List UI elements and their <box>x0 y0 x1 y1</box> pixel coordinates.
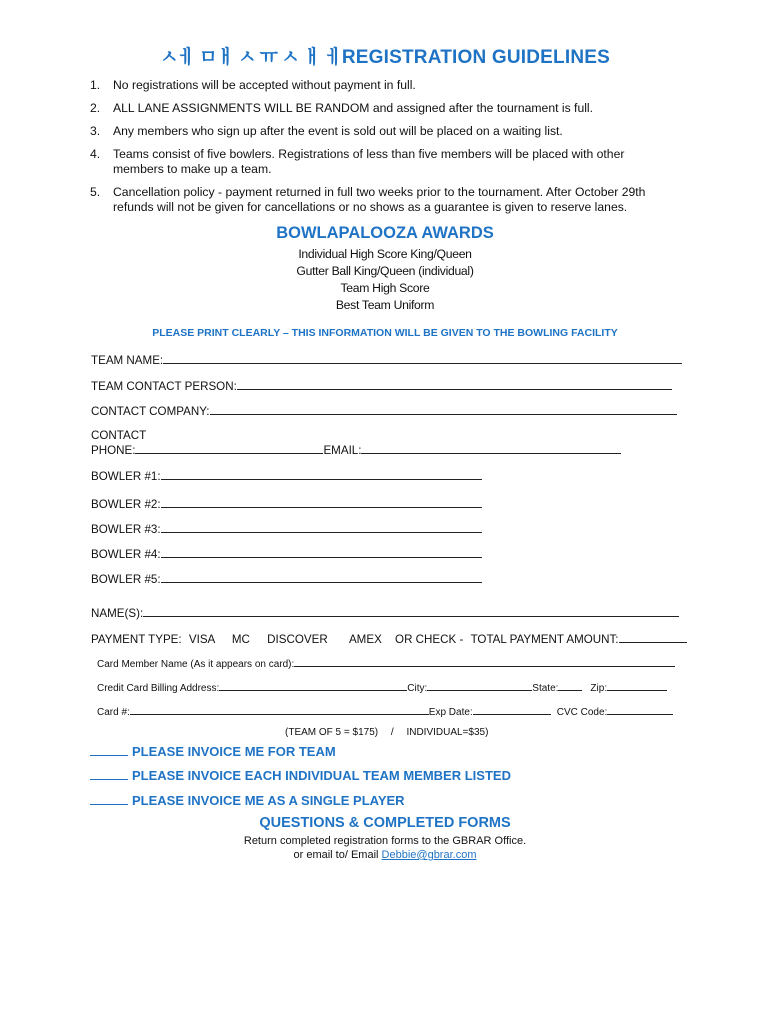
questions-text <box>0 834 770 862</box>
contact-label: CONTACT <box>91 429 147 442</box>
team-contact-row <box>91 378 672 393</box>
email-field[interactable] <box>361 442 621 454</box>
city-label: City: <box>407 683 428 694</box>
bowler-label: BOWLER #4: <box>91 548 161 561</box>
questions-title: QUESTIONS & COMPLETED FORMS <box>259 815 511 831</box>
individual-price: INDIVIDUAL=$35) <box>406 727 489 738</box>
payment-type-label: PAYMENT TYPE: <box>91 633 182 646</box>
phone-email-row <box>91 442 621 457</box>
bowler-label: BOWLER #1: <box>91 470 161 483</box>
contact-label-row <box>91 429 146 442</box>
title-garbled-text: ㅅㅔ ㅁㅐ ㅅ ㅠ ㅅ ㅐ ㅔ <box>159 47 342 68</box>
payment-type-row <box>91 631 687 646</box>
rule-item: 1. No registrations will be accepted without payment in full. <box>90 78 416 92</box>
rule-item: 5. Cancellation policy - payment returned in full two weeks prior to the tournament. After October 29th refunds will not be given for cancellations or no shows as a guarantee is given to reserve lanes. <box>90 185 646 214</box>
bowler-2-field[interactable] <box>161 496 482 508</box>
awards-title: BOWLAPALOOZA AWARDS <box>276 224 494 242</box>
invoice-team-blank[interactable] <box>90 743 128 756</box>
city-field[interactable] <box>427 681 532 691</box>
page-title <box>0 42 770 69</box>
title-text: TRATION GUIDELINES <box>401 47 610 68</box>
team-contact-label: TEAM CONTACT PERSON: <box>91 380 237 393</box>
state-field[interactable] <box>558 681 582 691</box>
print-notice: PLEASE PRINT CLEARLY – THIS INFORMATION WILL BE GIVEN TO THE BOWLING FACILITY <box>152 327 618 339</box>
bowler-row <box>91 571 482 586</box>
invoice-single-label: PLEASE INVOICE ME AS A SINGLE PLAYER <box>132 793 405 808</box>
bowler-label: BOWLER #3: <box>91 523 161 536</box>
names-field[interactable] <box>143 605 679 617</box>
contact-company-field[interactable] <box>210 403 677 415</box>
exp-date-label: Exp Date: <box>428 707 473 718</box>
award-item: Gutter Ball King/Queen (individual) <box>296 264 474 278</box>
cvc-label: CVC Code: <box>556 707 608 718</box>
bowler-label: BOWLER #5: <box>91 573 161 586</box>
award-item: Individual High Score King/Queen <box>298 247 472 261</box>
billing-address-field[interactable] <box>219 681 407 691</box>
team-name-field[interactable] <box>163 352 682 364</box>
mc-option[interactable]: MC <box>231 633 250 646</box>
phone-field[interactable] <box>135 442 323 454</box>
contact-company-row <box>91 403 677 418</box>
pricing-slash: / <box>390 727 394 738</box>
email-link[interactable]: Debbie@gbrar.com <box>381 849 477 861</box>
email-instructions: or email to/ Email Debbie@gbrar.com <box>293 849 477 861</box>
rule-item: 4. Teams consist of five bowlers. Registrations of less than five members will be placed with other members to make up a team. <box>90 147 625 176</box>
bowler-row <box>91 521 482 536</box>
total-amount-field[interactable] <box>619 631 687 643</box>
team-price: (TEAM OF 5 = $175) <box>285 727 379 738</box>
team-contact-field[interactable] <box>237 378 672 390</box>
rule-item: 2. ALL LANE ASSIGNMENTS WILL BE RANDOM and assigned after the tournament is full. <box>90 101 594 115</box>
zip-field[interactable] <box>607 681 667 691</box>
invoice-each-blank[interactable] <box>90 767 128 780</box>
state-label: State: <box>532 683 559 694</box>
invoice-each-label: PLEASE INVOICE EACH INDIVIDUAL TEAM MEMBER LISTED <box>132 768 511 783</box>
contact-company-label: CONTACT COMPANY: <box>91 405 210 418</box>
names-row <box>91 605 679 620</box>
bowler-row <box>91 496 482 511</box>
cvc-field[interactable] <box>607 705 673 715</box>
invoice-team-label: PLEASE INVOICE ME FOR TEAM <box>132 744 336 759</box>
pricing-row <box>285 727 488 738</box>
card-number-label: Card #: <box>97 707 130 718</box>
card-member-field[interactable] <box>294 657 675 667</box>
card-number-row <box>97 705 673 718</box>
visa-option[interactable]: VISA <box>188 633 215 646</box>
card-member-label: Card Member Name (As it appears on card): <box>97 659 295 670</box>
rule-item: 3. Any members who sign up after the event is sold out will be placed on a waiting list. <box>90 124 563 138</box>
invoice-each-option[interactable] <box>90 767 511 783</box>
card-member-row <box>97 657 675 670</box>
exp-date-field[interactable] <box>473 705 551 715</box>
email-label: EMAIL: <box>323 444 362 457</box>
return-instructions: Return completed registration forms to the GBRAR Office. <box>243 835 527 847</box>
title-overlap-text: REGIS <box>341 47 402 68</box>
invoice-team-option[interactable] <box>90 743 336 759</box>
awards-list <box>0 246 770 314</box>
rules-list <box>90 78 650 223</box>
card-number-field[interactable] <box>130 705 429 715</box>
zip-label: Zip: <box>590 683 608 694</box>
amex-option[interactable]: AMEX <box>348 633 382 646</box>
bowler-4-field[interactable] <box>161 546 482 558</box>
bowler-row <box>91 468 482 483</box>
phone-label: PHONE: <box>91 444 136 457</box>
names-label: NAME(S): <box>91 607 144 620</box>
award-item: Team High Score <box>340 281 430 295</box>
discover-option[interactable]: DISCOVER <box>267 633 328 646</box>
bowler-3-field[interactable] <box>161 521 482 533</box>
bowler-5-field[interactable] <box>161 571 482 583</box>
bowler-row <box>91 546 482 561</box>
invoice-single-blank[interactable] <box>90 792 128 805</box>
team-name-row <box>91 352 682 367</box>
billing-address-row <box>97 681 667 694</box>
invoice-single-option[interactable] <box>90 792 405 808</box>
bowler-1-field[interactable] <box>161 468 482 480</box>
bowler-label: BOWLER #2: <box>91 498 161 511</box>
award-item: Best Team Uniform <box>335 298 435 312</box>
total-amount-label: TOTAL PAYMENT AMOUNT: <box>470 633 619 646</box>
billing-address-label: Credit Card Billing Address: <box>97 683 220 694</box>
check-option[interactable]: OR CHECK - <box>395 633 464 646</box>
team-name-label: TEAM NAME: <box>91 354 164 367</box>
